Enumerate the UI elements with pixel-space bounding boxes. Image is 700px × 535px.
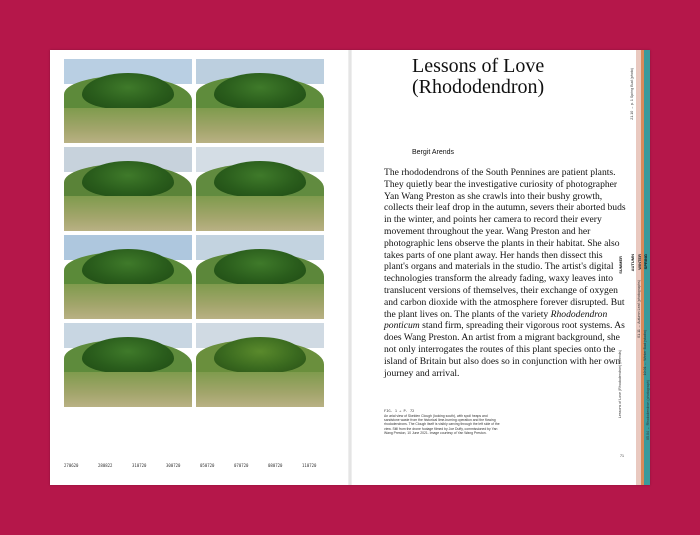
photo-date: 110720: [302, 463, 317, 468]
photo-8: [196, 323, 324, 407]
photo-4: [196, 147, 324, 231]
photo-date-row: [64, 463, 324, 471]
season-winter: WINTER: [637, 254, 642, 270]
photo-3: [64, 147, 192, 231]
photo-date: 050720: [200, 463, 215, 468]
photo-date: 270620: [64, 463, 79, 468]
sidebar-entry: 01.11 ← Autumn Leaf (photographs): [637, 280, 641, 338]
season-summer: SUMMER: [618, 256, 623, 274]
sidebar-entry: 10.01 ← Winter Bud (studio): [643, 330, 647, 376]
photo-date: 300720: [166, 463, 181, 468]
season-autumn: AUTUMN: [630, 254, 635, 272]
photo-1: [64, 59, 192, 143]
title-line-2: (Rhododendron): [412, 76, 545, 98]
page-number: 71: [620, 454, 624, 458]
right-page: [350, 50, 650, 485]
photo-7: [64, 323, 192, 407]
index-sidebar: [618, 50, 650, 485]
photo-date: 310720: [132, 463, 147, 468]
body-text-1: The rhododendrons of the South Pennines are patient plants. They quietly bear the investigative curiosity of photographer Yan Wang Preston as she crawls into their bushy growth, collects their leaf drop in the autumn, severs their aborted buds in the winter, and points her camera to record their every movement throughout the year. Wang Preston and her photographic lens observe the plants in their habitat. She also takes parts of one plant away. Her hands then dissect this plant's organs and materials in the studio. The artist's digital technologies transform the already fading, waxy leaves into translucent versions of themselves, their exchange of oxygen and carbon dioxide with the atmosphere forever disrupted. But the plant lives on. The plants of the variety: [384, 167, 626, 320]
species-name: Rhododendron ponticum: [384, 308, 608, 332]
photo-date: 080720: [268, 463, 283, 468]
photo-date: 070720: [234, 463, 249, 468]
photo-date: 280822: [98, 463, 113, 468]
season-spring: SPRING: [643, 254, 648, 270]
left-page: [50, 50, 350, 485]
photo-6: [196, 235, 324, 319]
article-title: [412, 56, 612, 98]
figure-reference: FIG. 1 → P. 72: [384, 409, 415, 413]
body-text-2: stand firm, spreading their vigorous root systems. As does Wang Preston. An artist from a migrant background, she not only interrogates the routes of this plant species onto the island of Britain but also does so in conjunction with her own journey and arrival.: [384, 320, 625, 379]
sidebar-entry: 21.10 → p. 1 Spring Bud (photo): [630, 68, 634, 120]
article-body: [384, 167, 628, 379]
sidebar-entry: 05.04 ← Rhododendron (photograph): [646, 380, 650, 440]
author-name: Bergit Arends: [412, 149, 455, 156]
book-spread: [50, 50, 650, 485]
figure-caption: An arial view of Skelden Clough (looking south), with spoil heaps and sandstone waste from the historical lime-burning operation and the flowing rhododendrons. The Clough itself is visibly carving through the left side of the view. Still from the drone footage filmed by Joe Duffy, commissioned by Yan Wang Preston, 10 June 2021. Image courtesy of Yan Wang Preston.: [384, 414, 500, 435]
photo-5: [64, 235, 192, 319]
sidebar-entry: Lessons of Love (Rhododendron) (Arends): [618, 350, 622, 419]
title-line-1: Lessons of Love: [412, 55, 545, 77]
photo-2: [196, 59, 324, 143]
